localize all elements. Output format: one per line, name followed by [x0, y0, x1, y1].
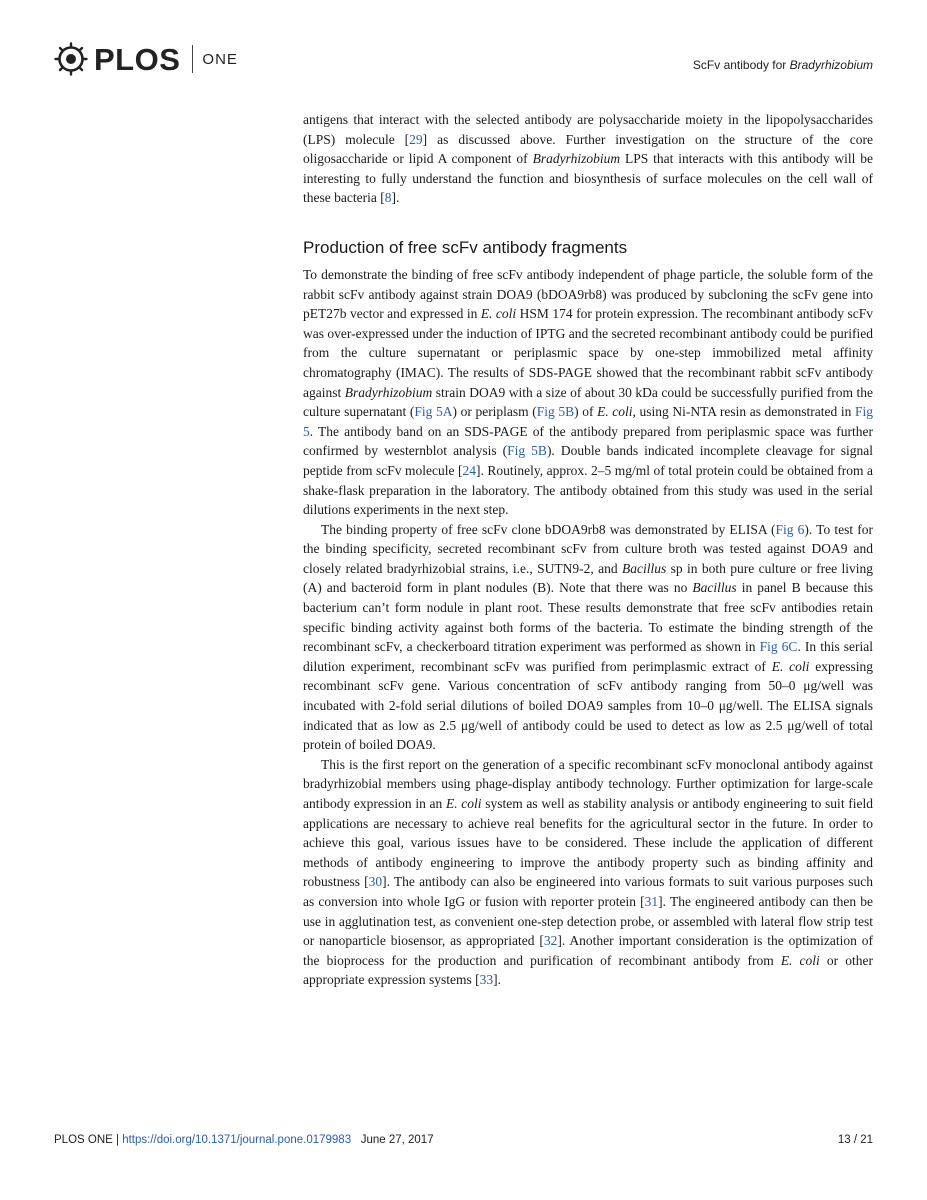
text: expressing recombinant scFv gene. Various concentration of scFv antibody ranging from 50–0 μg/well was incubated with 2-fold serial dilutions of boiled DOA9 samples from 10–0 μg/well. The ELISA signals indicated that as low as 2.5 μg/well of antibody could be used to detect as low as 2.5 μg/well of total protein of boiled DOA9. — [303, 658, 873, 753]
text: ]. Another important consideration is the optimization of the bioprocess for the production and purification of recombinant antibody from — [303, 933, 873, 968]
text: ]. — [493, 972, 501, 988]
text: ]. — [391, 190, 400, 206]
text: ] as discussed above. Further investigation on the structure of the core oligosaccharide or lipid A component of — [303, 131, 873, 167]
text: ) of — [574, 404, 598, 420]
footer-doi-link[interactable]: https://doi.org/10.1371/journal.pone.0179983 — [122, 1134, 352, 1146]
citation-link[interactable]: 33 — [479, 972, 494, 988]
figure-link[interactable]: Fig 6 — [775, 521, 805, 537]
running-title-italic: Bradyrhizobium — [789, 58, 873, 72]
figure-link[interactable]: Fig 5B — [536, 404, 575, 420]
text: system as well as stability analysis or antibody engineering to suit field applications are necessary to achieve real benefits for the agricultural sector in the future. In order to achieve this goal, various issues have to be considered. These include the application of different methods of antibody engineering to improve the antibody property such as binding affinity and robustness [ — [303, 796, 873, 890]
text: sp in both pure culture or free living (A) and bacteroid form in plant nodules (B). Note that there was no — [303, 560, 873, 596]
citation-link[interactable]: 31 — [644, 893, 659, 909]
logo-brand-text: PLOS — [94, 41, 181, 77]
paragraph-binding — [303, 520, 873, 755]
species-name: E. coli — [780, 952, 820, 968]
text: To demonstrate the binding of free scFv antibody independent of phage particle, the soluble form of the rabbit scFv antibody against strain DOA9 (bDOA9rb8) was produced by subcloning the scFv gene into pET27b vector and expressed in — [303, 266, 873, 322]
text: antigens that interact with the selected antibody are polysaccharide moiety in the lipopolysaccharides (LPS) molecule [ — [303, 112, 873, 147]
species-name: Bacillus — [692, 580, 737, 596]
page-header — [0, 0, 927, 100]
page-number: 13 / 21 — [837, 1134, 873, 1146]
article-body — [303, 110, 873, 990]
species-name: Bacillus — [621, 560, 667, 576]
text: ]. The engineered antibody can then be use in agglutination test, as convenient one-step detection probe, or assembled with lateral flow strip test or nanoparticle biosensor, as appropriated [ — [303, 893, 874, 949]
footer-spacer — [351, 1134, 361, 1146]
citation-link[interactable]: 29 — [409, 131, 423, 147]
citation-link[interactable]: 32 — [543, 933, 558, 949]
plos-logo-icon — [54, 42, 88, 76]
text: LPS that interacts with this antibody will be interesting to fully understand the function and biosynthesis of surface molecules on the cell wall of these bacteria [ — [303, 151, 873, 206]
species-name: E. coli — [597, 404, 633, 420]
citation-link[interactable]: 30 — [368, 874, 383, 890]
running-title — [693, 58, 873, 72]
text: in panel B because this bacterium can’t form nodule in plant root. These results demonstrate that free scFv antibodies retain specific binding activity against both forms of the bacteria. To estimate the binding strength of the recombinant scFv, a checkerboard titration experiment was performed as shown in — [303, 580, 873, 655]
text: The binding property of free scFv clone bDOA9rb8 was demonstrated by ELISA ( — [321, 521, 776, 537]
text: . The antibody band on an SDS-PAGE of the antibody prepared from periplasmic space was further confirmed by westernblot analysis ( — [303, 423, 873, 459]
citation-link[interactable]: 24 — [462, 462, 476, 478]
footer-journal: PLOS ONE | — [54, 1134, 123, 1146]
species-name: E. coli — [480, 306, 517, 322]
text: HSM 174 for protein expression. The recombinant antibody scFv was over-expressed under the induction of IPTG and the secreted recombinant antibody could be purified from the culture supernatant or periplasmic space by one-step immobilized metal affinity chromatography (IMAC). The results of SDS-PAGE showed that the recombinant rabbit scFv antibody against — [303, 306, 873, 400]
text: ). Double bands indicated incomplete cleavage for signal peptide from scFv molecule [ — [303, 443, 874, 478]
footer-date: June 27, 2017 — [360, 1134, 434, 1146]
text: or other appropriate expression systems [ — [303, 952, 873, 988]
section-heading: Production of free scFv antibody fragments — [303, 237, 628, 257]
species-name: Bradyrhizobium — [344, 384, 433, 400]
species-name: Bradyrhizobium — [532, 151, 621, 167]
text: ) or periplasm ( — [452, 404, 537, 420]
text: ]. Routinely, approx. 2–5 mg/ml of total protein could be obtained from a shake-flask preparation in the laboratory. The antibody obtained from this study was used in the serial dilutions experiments in the next step. — [303, 462, 873, 518]
text: strain DOA9 with a size of about 30 kDa could be successfully purified from the culture supernatant ( — [303, 384, 873, 420]
species-name: E. coli — [445, 796, 482, 811]
plos-logo[interactable] — [54, 42, 238, 76]
text: This is the first report on the generation of a specific recombinant scFv monoclonal antibody against bradyrhizobial members using phage-display antibody technology. Further optimization for large-scale antibody expression in an — [303, 756, 873, 811]
text: , using Ni-NTA resin as demonstrated in — [632, 404, 855, 420]
text: ). To test for the binding specificity, secreted recombinant scFv from culture broth was tested against DOA9 and closely related bradyrhizobial strains, i.e., SUTN9-2, and — [303, 521, 873, 576]
paragraph-conclusion — [303, 755, 873, 990]
running-title-prefix: ScFv antibody for — [692, 58, 790, 72]
paragraph-intro — [303, 110, 873, 208]
text: ]. The antibody can also be engineered into various formats to suit various purposes such as conversion into whole IgG or fusion with reporter protein [ — [303, 874, 874, 909]
species-name: E. coli — [771, 658, 810, 674]
figure-link[interactable]: Fig 5A — [414, 404, 453, 420]
figure-link[interactable]: Fig 5 — [303, 404, 873, 439]
logo-journal-text: ONE — [202, 50, 238, 68]
figure-link[interactable]: Fig 6C — [759, 639, 798, 655]
figure-link[interactable]: Fig 5B — [507, 443, 547, 459]
text: . In this serial dilution experiment, recombinant scFv was purified from perimplasmic extract of — [303, 639, 873, 674]
logo-divider — [192, 45, 193, 73]
paragraph-production — [303, 265, 873, 520]
citation-link[interactable]: 8 — [384, 190, 392, 206]
page-footer — [54, 1134, 873, 1146]
